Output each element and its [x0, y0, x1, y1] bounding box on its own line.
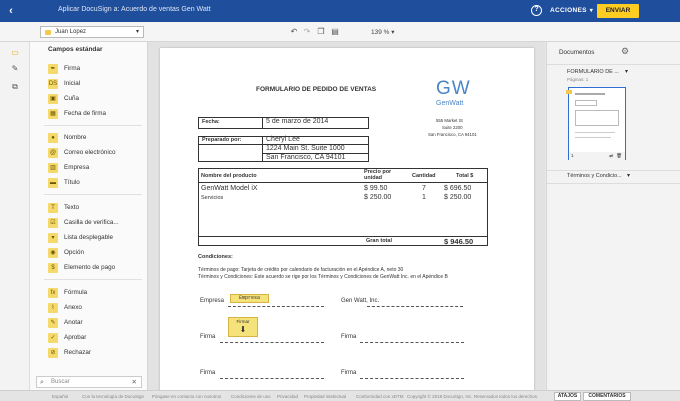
fields-panel-title: Campos estándar [48, 46, 103, 53]
window-title: Aplicar DocuSign a: Acuerdo de ventas Gen Watt [58, 6, 211, 13]
row-total: $ 696.50 [444, 185, 472, 192]
footer-link[interactable]: Póngase en contacto con nosotros [152, 394, 222, 399]
recipient-color-icon [45, 30, 51, 35]
gear-icon[interactable]: ⚙ [621, 46, 630, 56]
copyright: Copyright © 2018 DocuSign, Inc. Reservados todos los derechos. [407, 394, 539, 399]
prep-city: San Francisco, CA 94101 [266, 154, 346, 161]
text-icon: T [48, 203, 58, 213]
thumbnail-table [575, 110, 619, 126]
left-rail [0, 42, 30, 390]
undo-icon[interactable]: ↶ [290, 27, 298, 36]
email-icon: @ [49, 150, 57, 156]
table-header: Nombre del producto [201, 173, 257, 179]
dropdown-icon: ▾ [48, 233, 58, 243]
back-icon[interactable]: ‹ [9, 5, 13, 17]
formula-icon: fx [48, 288, 58, 298]
row-price: $ 250.00 [364, 194, 392, 201]
signature-line [360, 378, 464, 379]
page-count: Páginas: 1 [567, 77, 589, 82]
footer-link[interactable]: Condiciones de uso [231, 394, 271, 399]
genwatt-company: Gen Watt, Inc. [341, 298, 380, 304]
radio-icon: ◉ [48, 248, 58, 258]
document-page[interactable] [160, 48, 534, 393]
signature-line [360, 342, 464, 343]
row-product: GenWatt Model iX [201, 185, 258, 192]
preparado-label: Preparado por: [202, 137, 242, 143]
divider [547, 170, 680, 171]
row-price: $ 99.50 [364, 185, 388, 192]
fecha-label: Fecha: [202, 119, 220, 125]
decline-icon: ⊘ [48, 348, 58, 358]
signature-icon: ✒ [48, 64, 58, 74]
swap-icon[interactable]: ⇄ [609, 153, 613, 158]
documents-panel [546, 42, 680, 390]
fields-tab-icon[interactable]: ▭ [11, 48, 19, 57]
chevron-down-icon[interactable]: ▾ [625, 69, 629, 75]
divider [44, 125, 142, 126]
address-line: Suite 2200 [442, 125, 463, 130]
prep-name: Cheryl Lee [266, 136, 300, 143]
footer [0, 390, 680, 401]
chevron-down-icon[interactable]: ▾ [627, 173, 631, 179]
acciones-menu[interactable]: ACCIONES ▾ [550, 7, 594, 14]
divider [44, 194, 142, 195]
firma-label: Firma [341, 334, 357, 340]
initials-icon: DS [48, 81, 58, 87]
conditions-title: Condiciones: [198, 254, 233, 260]
divider [262, 117, 263, 129]
help-icon[interactable]: ? [531, 5, 542, 16]
check-circle-icon: ✓ [48, 333, 58, 343]
thumbnail-text [575, 93, 605, 95]
firma-label: Firma [200, 334, 216, 340]
address-line: 555 Market St [436, 118, 463, 123]
redo-icon[interactable]: ↷ [303, 27, 311, 36]
firma-label: Firma [341, 370, 357, 376]
divider [547, 183, 680, 184]
search-icon: ⌕ [40, 379, 44, 386]
copy-icon[interactable]: ❐ [317, 27, 325, 36]
recipient-select[interactable]: Juan Lopez ▾ [40, 26, 144, 38]
thumbnail-text [575, 132, 615, 133]
row-qty: 7 [422, 185, 426, 192]
grand-total-value: $ 946.50 [444, 237, 474, 246]
signature-line [220, 378, 324, 379]
empresa-tag-field[interactable]: Empresa [230, 294, 269, 303]
checkbox-icon: ☑ [48, 218, 58, 228]
building-icon: ▥ [48, 163, 58, 173]
chevron-down-icon: ▾ [589, 8, 594, 14]
firma-label: Firma [200, 370, 216, 376]
footer-link[interactable]: Privacidad [277, 394, 299, 399]
atajos-button[interactable]: ATAJOS [554, 392, 581, 401]
fecha-value: 5 de marzo de 2014 [266, 118, 329, 125]
arrow-down-icon: ⬇ [239, 325, 247, 334]
signature-line [228, 306, 324, 307]
enviar-button[interactable]: ENVIAR [597, 4, 639, 18]
calendar-icon: ▦ [48, 109, 58, 119]
doc-name[interactable]: FORMULARIO DE ... [567, 69, 619, 75]
chevron-down-icon: ▾ [135, 29, 139, 35]
comments-tab-icon[interactable]: ✎ [11, 64, 19, 73]
payment-icon: $ [48, 263, 58, 273]
doc-title: FORMULARIO DE PEDIDO DE VENTAS [256, 86, 377, 93]
table-header: Precio por unidad [364, 169, 392, 181]
zoom-select[interactable]: 139 % ▾ [371, 29, 395, 36]
products-table [198, 168, 488, 246]
person-icon: ● [48, 133, 58, 143]
page-thumbnail[interactable] [568, 87, 626, 160]
divider [44, 279, 142, 280]
top-bar [0, 0, 680, 22]
genwatt-logo: GW [436, 78, 471, 99]
footer-link[interactable]: Con la tecnología de DocuSign [82, 394, 145, 399]
table-header: Total $ [456, 173, 474, 179]
thumbnail-box [575, 100, 597, 106]
footer-link[interactable]: Conformidad con xDTM [356, 394, 404, 399]
thumbnail-footer: 1 ⇄ 🗑 [569, 152, 625, 160]
doc-name[interactable]: Términos y Condicio... [567, 173, 622, 179]
footer-link[interactable]: Propiedad intelectual [304, 394, 347, 399]
brand-name: GenWatt [436, 100, 464, 107]
language-link[interactable]: Español [52, 394, 69, 399]
paperclip-icon: ⌇ [48, 303, 58, 313]
firmar-tag-field[interactable]: Firmar ⬇ [228, 317, 258, 337]
divider [198, 182, 488, 183]
prep-street: 1224 Main St. Suite 1000 [266, 145, 345, 152]
paste-icon[interactable]: ▤ [331, 27, 339, 36]
divider [547, 64, 680, 65]
custom-fields-icon[interactable]: ⧉ [12, 82, 18, 91]
stamp-icon: ▣ [48, 94, 58, 104]
empresa-label: Empresa [200, 298, 225, 304]
comentarios-button[interactable]: COMENTARIOS [583, 392, 631, 401]
documents-title: Documentos [559, 49, 595, 56]
table-header: Cantidad [412, 173, 436, 179]
signature-line [220, 342, 324, 343]
fields-search-input[interactable]: ⌕ Buscar ✕ [36, 376, 142, 388]
address-line: San Francisco, CA 94101 [428, 132, 477, 137]
row-total: $ 250.00 [444, 194, 472, 201]
conditions-line: Términos y Condiciones: Este acuerdo se rige por los Términos y Condiciones de GenWatt Inc. en el Apéndice B [198, 274, 448, 280]
conditions-line: Términos de pago: Tarjeta de crédito por calendario de facturación en el Apéndice A, neto 30 [198, 267, 404, 273]
divider [262, 136, 263, 162]
trash-icon[interactable]: 🗑 [616, 153, 622, 158]
row-product: Servicios [201, 195, 224, 201]
grand-total-label: Gran total [366, 238, 392, 244]
thumbnail-text [575, 137, 611, 138]
close-icon[interactable]: ✕ [131, 379, 137, 386]
thumbnail-marker [566, 90, 572, 94]
pencil-icon: ✎ [48, 318, 58, 328]
row-qty: 1 [422, 194, 426, 201]
fields-panel: Campos estándar ✒ Firma DS Inicial ▣ Cuña ▦ Fecha de firma ● Nombre @ Correo electrónico ▥ Empresa ▬ Título T Texto ☑ Casilla de verifica... ▾ Lista desplegable ◉ Opción $ Elemento de pago fx Fórmula ⌇ Anexo ✎ Anotar ✓ Aprobar ⊘ Rechazar [30, 42, 148, 390]
signature-line [367, 306, 463, 307]
briefcase-icon: ▬ [50, 180, 56, 186]
